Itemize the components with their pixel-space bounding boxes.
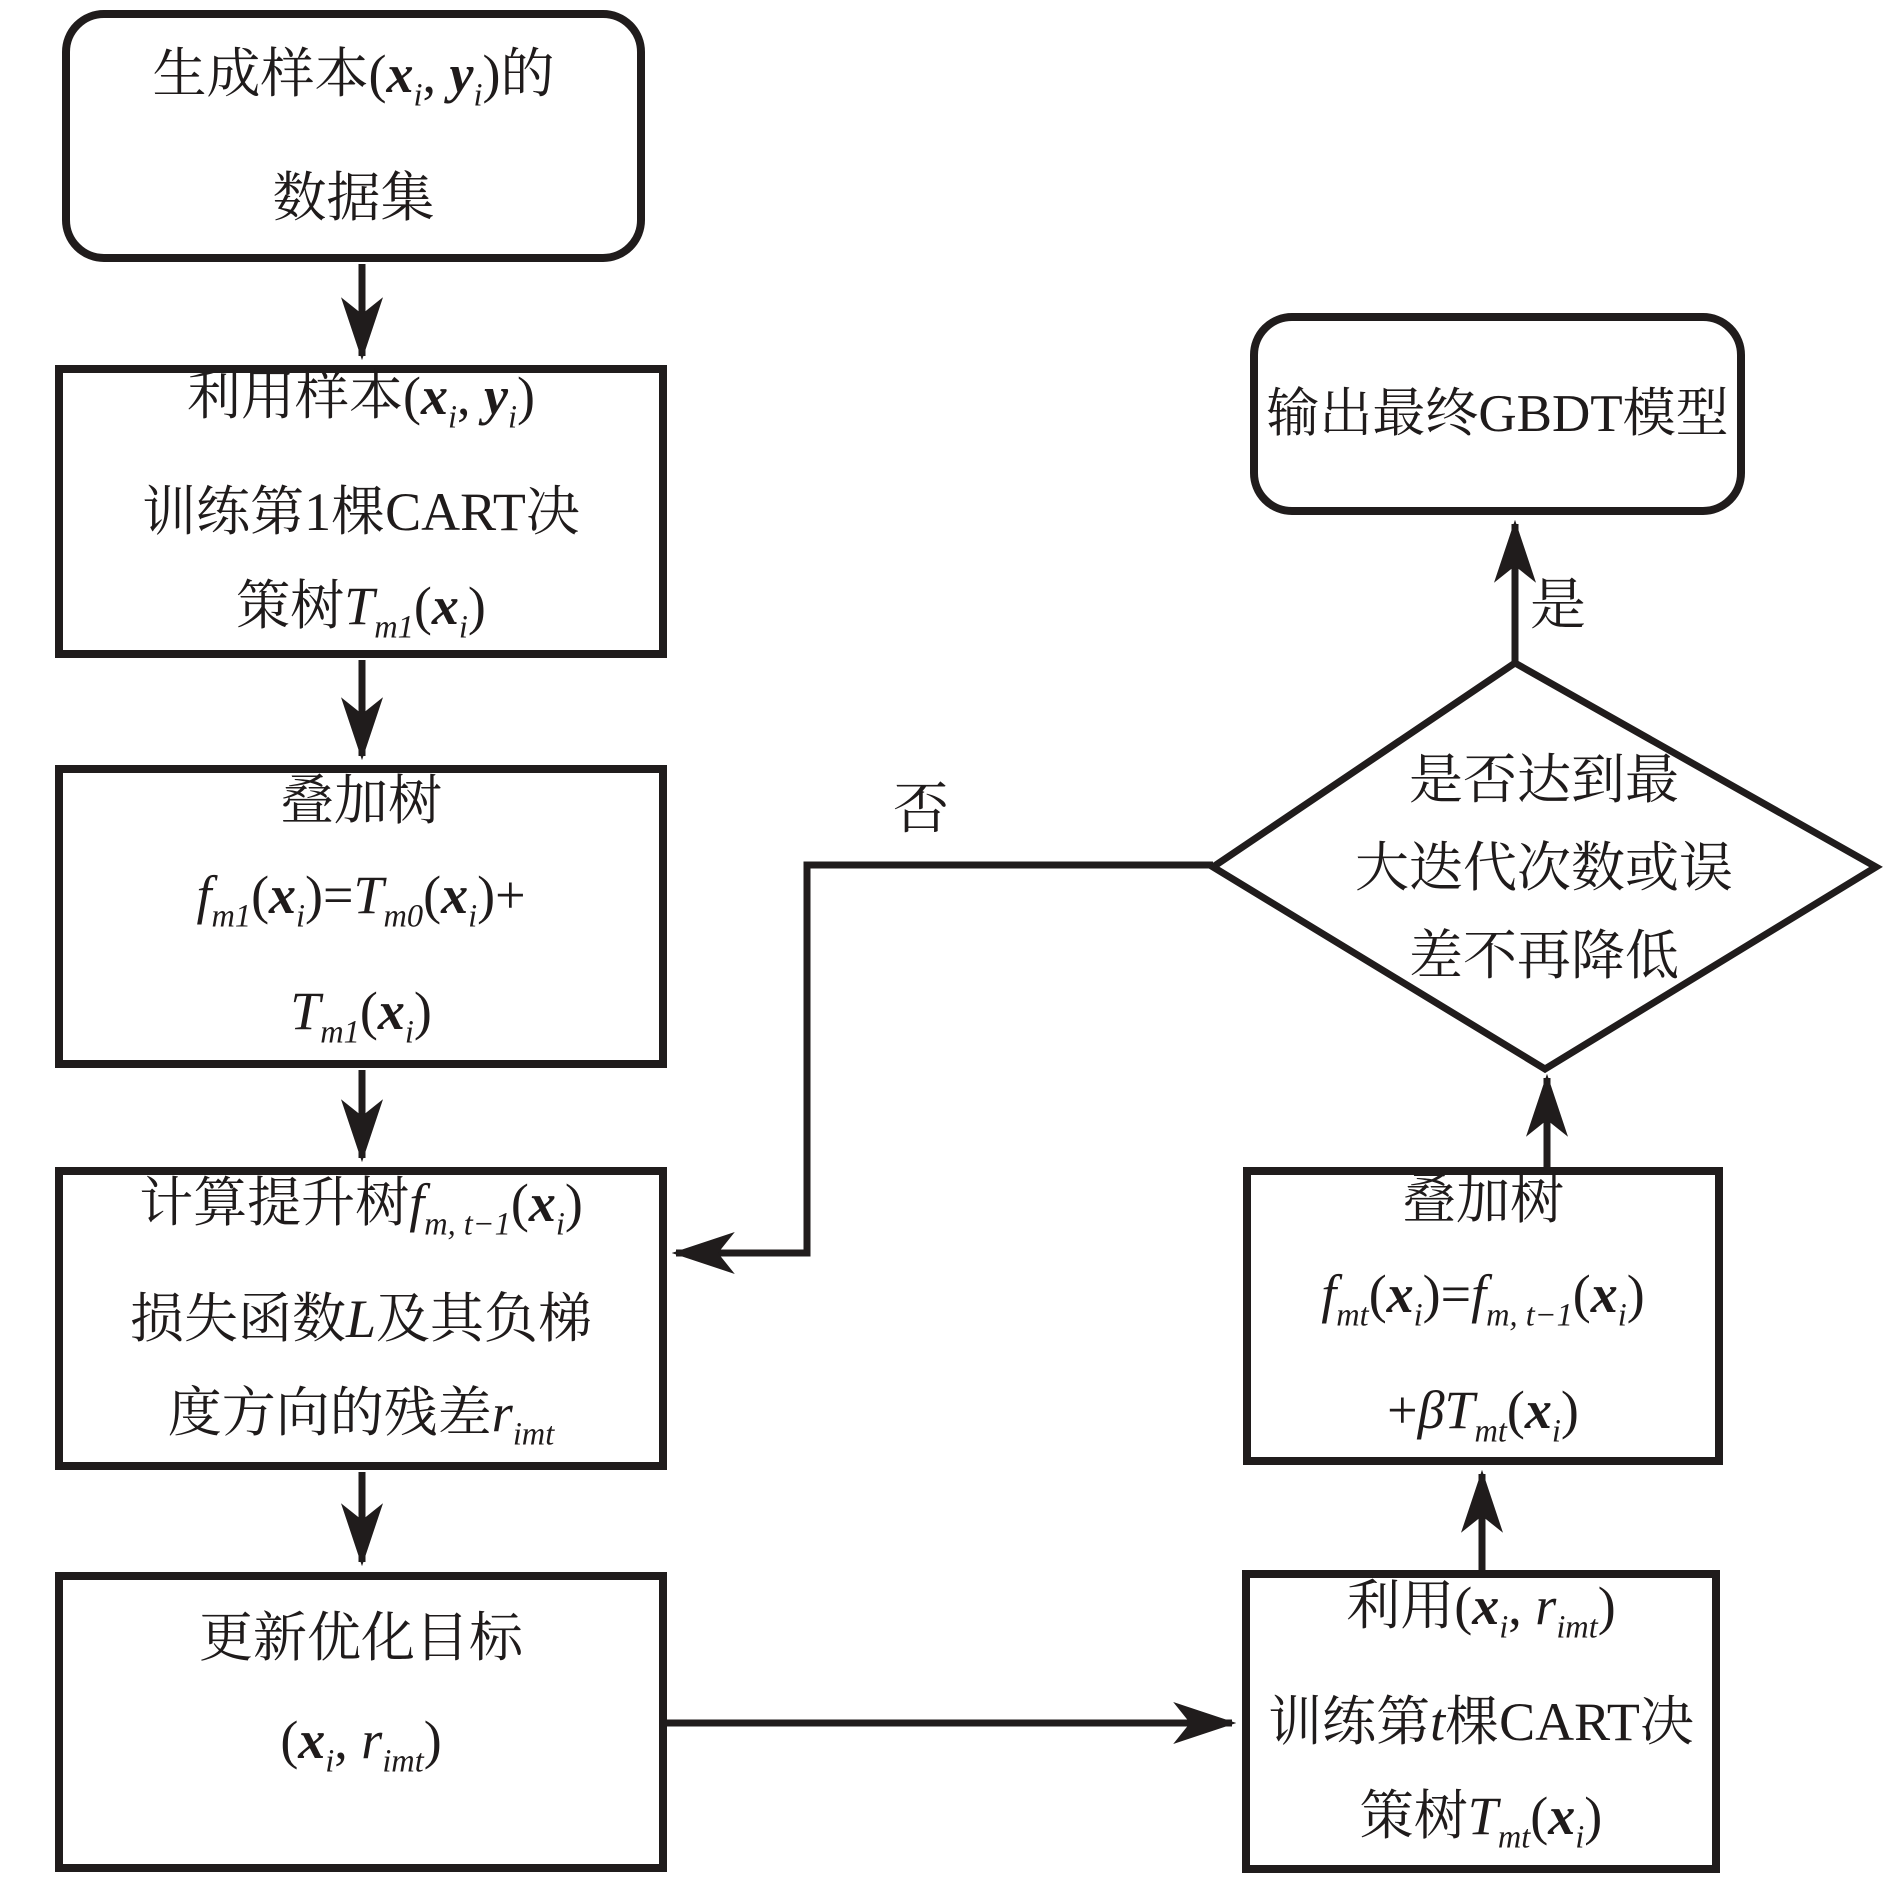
node-train-t-line2: 训练第t棵CART决 bbox=[1268, 1691, 1694, 1752]
node-stack-first-tree bbox=[55, 765, 667, 1068]
decision-yes-label: 是 bbox=[1530, 575, 1586, 637]
node-update-target-line2: ($x_i$, $r_{imt}$) bbox=[280, 1709, 442, 1780]
node-dataset-line2: 数据集 bbox=[272, 167, 435, 228]
node-stack-first-line1: 叠加树 bbox=[280, 770, 442, 831]
node-compute-loss-line2: 损失函数L及其负梯 bbox=[129, 1288, 593, 1349]
node-output-line1: 输出最终GBDT模型 bbox=[1266, 385, 1729, 443]
node-train-t-line3: 策树$T_{mt}(x_i)$ bbox=[1359, 1785, 1603, 1856]
node-decision-line2: 大迭代次数或误 bbox=[1355, 838, 1733, 898]
node-train-first-tree bbox=[55, 365, 667, 658]
node-dataset-line1: 生成样本($x_i$, $y_i$)的 bbox=[152, 44, 555, 114]
node-update-target bbox=[55, 1572, 667, 1872]
node-dataset bbox=[62, 10, 645, 262]
node-compute-loss-line1: 计算提升树$f_{m, t-1}(x_i)$ bbox=[139, 1172, 583, 1243]
node-update-target-line1: 更新优化目标 bbox=[199, 1607, 523, 1668]
node-stack-first-line3: $T_{m1}(x_i)$ bbox=[290, 980, 432, 1051]
node-compute-loss-line3: 度方向的残差$r_{imt}$ bbox=[167, 1382, 555, 1453]
decision-no-label: 否 bbox=[893, 779, 949, 841]
node-train-first-line2: 训练第1棵CART决 bbox=[142, 481, 580, 542]
node-compute-loss bbox=[55, 1167, 667, 1470]
node-output-model bbox=[1250, 313, 1745, 515]
node-train-t-line1: 利用($x_i$, $r_{imt}$) bbox=[1346, 1575, 1616, 1646]
node-stack-t-line3: $+\beta T_{mt}(x_i)$ bbox=[1387, 1380, 1579, 1450]
node-decision-line3: 差不再降低 bbox=[1409, 926, 1679, 986]
node-stack-t-line2: $f_{mt}(x_i)=f_{m, t-1}(x_i)$ bbox=[1321, 1264, 1645, 1334]
node-train-first-line3: 策树$T_{m1}(x_i)$ bbox=[236, 575, 486, 646]
edge-decision-no-to-compute-loss-arrow bbox=[676, 865, 1213, 1253]
node-train-first-line1: 利用样本($x_i$, $y_i$) bbox=[187, 365, 535, 436]
node-decision-line1: 是否达到最 bbox=[1409, 750, 1679, 810]
node-decision bbox=[1244, 723, 1844, 1013]
node-stack-t-line1: 叠加树 bbox=[1402, 1170, 1564, 1231]
node-stack-t-tree bbox=[1243, 1167, 1723, 1465]
node-stack-first-line2: $f_{m1}(x_i)=T_{m0}(x_i)+$ bbox=[196, 864, 526, 935]
node-train-t-tree bbox=[1242, 1570, 1720, 1873]
